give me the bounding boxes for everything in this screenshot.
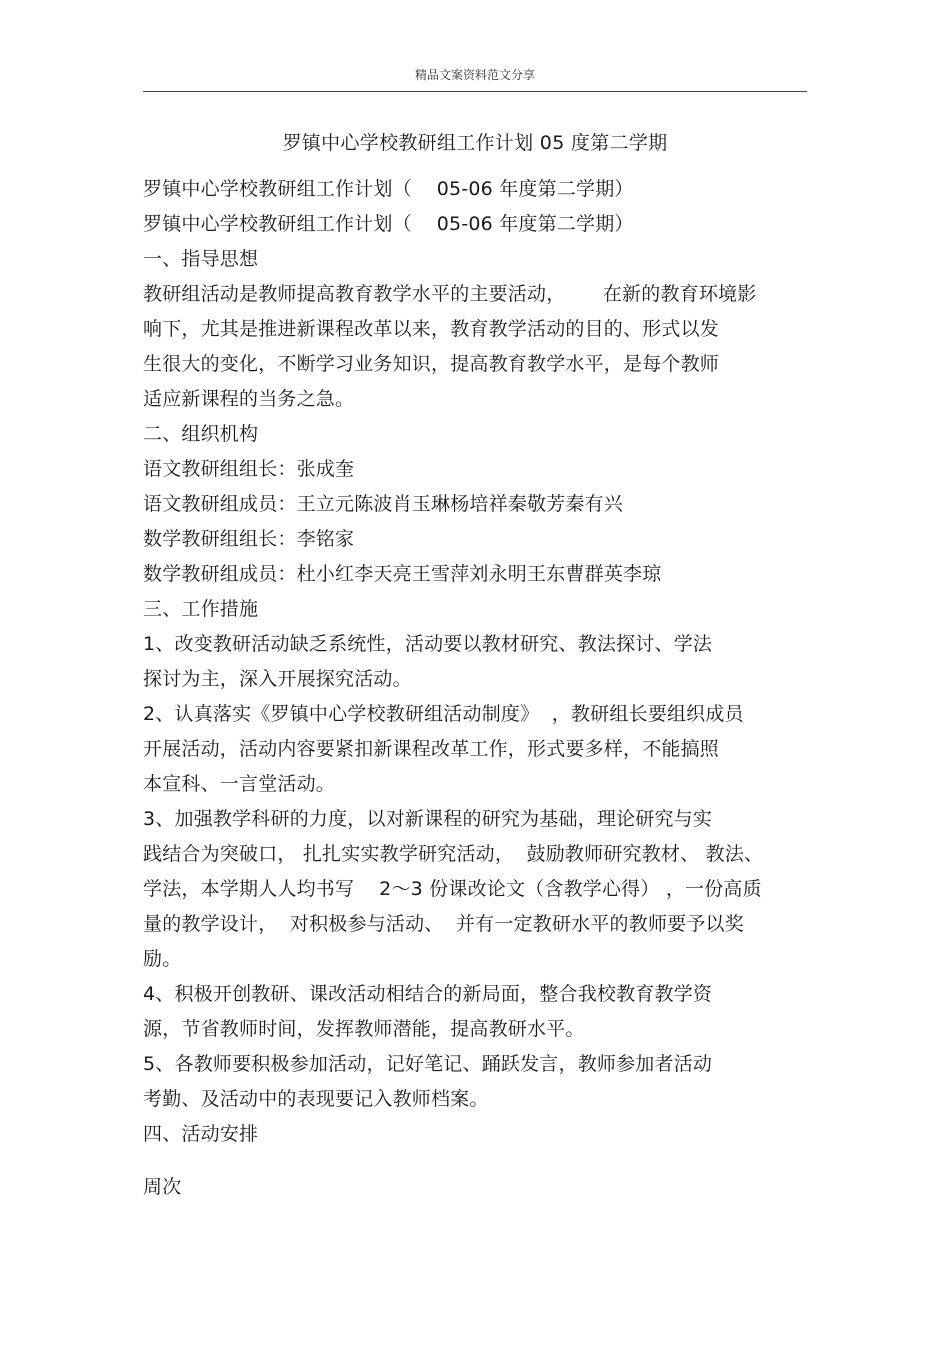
body-line: 生很大的变化，不断学习业务知识，提高教育教学水平，是每个教师 [143, 353, 720, 375]
header-divider [143, 91, 807, 92]
body-line: 考勤、及活动中的表现要记入教师档案。 [143, 1088, 489, 1110]
body-line: 开展活动，活动内容要紧扣新课程改革工作，形式要多样，不能搞照 [143, 738, 720, 760]
body-line: 语文教研组组长：张成奎 [143, 458, 355, 480]
section-heading: 一、指导思想 [143, 248, 259, 270]
body-line: 4、积极开创教研、课改活动相结合的新局面，整合我校教育教学资 [143, 983, 713, 1005]
section-heading: 二、组织机构 [143, 423, 259, 445]
body-line: 践结合为突破口， 扎扎实实教学研究活动， 鼓励教师研究教材、 教法、 [143, 843, 764, 865]
body-line: 励。 [143, 948, 182, 970]
body-line: 教研组活动是教师提高教育教学水平的主要活动， 在新的教育环境影 [143, 283, 757, 305]
body-line: 3、加强教学科研的力度，以对新课程的研究为基础，理论研究与实 [143, 808, 713, 830]
body-line: 数学教研组组长：李铭家 [143, 528, 355, 550]
body-line: 量的教学设计， 对积极参与活动、 并有一定教研水平的教师要予以奖 [143, 913, 744, 935]
body-line: 1、改变教研活动缺乏系统性，活动要以教材研究、教法探讨、学法 [143, 633, 713, 655]
body-line: 源，节省教师时间，发挥教师潜能，提高教研水平。 [143, 1018, 585, 1040]
document-title: 罗镇中心学校教研组工作计划 05 度第二学期 [282, 132, 668, 154]
section-heading: 四、活动安排 [143, 1123, 259, 1145]
body-line: 罗镇中心学校教研组工作计划（ 05-06 年度第二学期） [143, 178, 634, 200]
body-line: 探讨为主，深入开展探究活动。 [143, 668, 412, 690]
page-header-text: 精品文案资料范文分享 [414, 68, 535, 82]
body-line: 学法，本学期人人均书写 2～3 份课改论文（含教学心得） ，一份高质 [143, 878, 762, 900]
body-line: 语文教研组成员：王立元陈波肖玉琳杨培祥秦敬芳秦有兴 [143, 493, 624, 515]
body-line: 罗镇中心学校教研组工作计划（ 05-06 年度第二学期） [143, 213, 634, 235]
body-line: 数学教研组成员：杜小红李天亮王雪萍刘永明王东曹群英李琼 [143, 563, 662, 585]
body-line: 5、各教师要积极参加活动，记好笔记、踊跃发言，教师参加者活动 [143, 1053, 713, 1075]
body-line: 2、认真落实《罗镇中心学校教研组活动制度》 ，教研组长要组织成员 [143, 703, 744, 725]
body-line: 本宣科、一言堂活动。 [143, 773, 336, 795]
document-body [143, 172, 823, 1205]
body-line: 响下，尤其是推进新课程改革以来，教育教学活动的目的、形式以发 [143, 318, 720, 340]
body-line: 适应新课程的当务之急。 [143, 388, 355, 410]
table-header-label: 周次 [143, 1176, 182, 1198]
section-heading: 三、工作措施 [143, 598, 259, 620]
